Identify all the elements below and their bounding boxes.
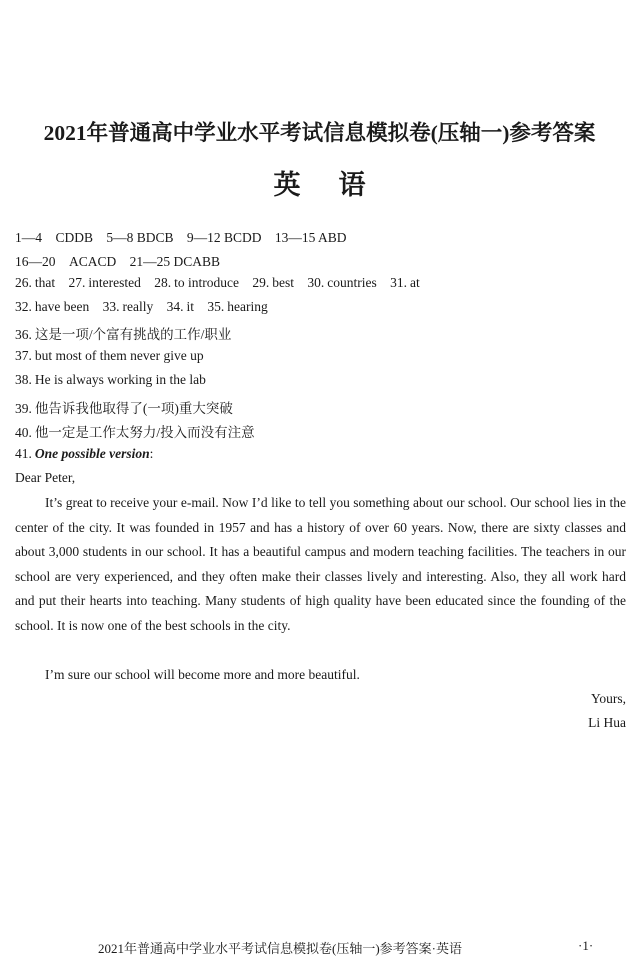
version-colon: : — [149, 446, 154, 461]
answer-item — [252, 275, 294, 290]
answer-row-2 — [15, 250, 220, 270]
question-number: 41. — [15, 446, 32, 461]
answer-text: 他一定是工作太努力/投入而没有注意 — [34, 425, 255, 440]
answer-item — [69, 275, 141, 290]
page-footer: 2021年普通高中学业水平考试信息模拟卷(压轴一)参考答案·英语 — [98, 941, 462, 956]
question-number: 29. — [252, 275, 270, 290]
answer-38 — [15, 372, 206, 388]
answer-group: 21—25 DCABB — [129, 254, 221, 269]
answer-item — [154, 275, 239, 290]
answer-group: 16—20 ACACD — [15, 254, 117, 269]
answer-group: 1—4 CDDB — [15, 230, 94, 245]
answer-text: it — [186, 299, 194, 314]
answer-item — [103, 299, 154, 314]
answer-39 — [15, 397, 233, 417]
letter-body-paragraph: It’s great to receive your e-mail. Now I’d like to tell you something about our school. Our school lies in the center of the city. It was founded in 1957 and has a history of over 60 years. Now, there are sixty classes and about 3,000 students in our school. It has a beautiful campus and modern teaching facilities. The teachers in our school are very experienced, and they often make their classes lively and interesting. Also, they all work hard and put their hearts into teaching. Many students of high quality have been educated since the founding of the school. It is now one of the best schools in the city. — [15, 495, 626, 633]
page-number: ·1· — [578, 938, 594, 953]
question-number: 37. — [15, 348, 32, 363]
answer-text: have been — [34, 299, 90, 314]
version-label: One possible version — [34, 446, 150, 461]
answer-group: 9—12 BCDD — [186, 230, 262, 245]
answer-item — [167, 299, 194, 314]
question-number: 26. — [15, 275, 32, 290]
question-number: 30. — [307, 275, 325, 290]
question-number: 38. — [15, 372, 32, 387]
letter-signature: Li Hua — [588, 715, 626, 730]
question-number: 31. — [390, 275, 407, 290]
question-number: 39. — [15, 401, 32, 416]
answer-group: 5—8 BDCB — [106, 230, 174, 245]
answer-40 — [15, 421, 255, 441]
answer-item — [15, 275, 55, 290]
answer-group: 13—15 ABD — [274, 230, 347, 245]
answer-text: hearing — [227, 299, 268, 314]
question-number: 34. — [166, 299, 184, 314]
answer-item — [15, 299, 89, 314]
question-number: 40. — [15, 425, 32, 440]
answer-text: countries — [327, 275, 377, 290]
question-number: 35. — [207, 299, 225, 314]
answer-text: interested — [88, 275, 141, 290]
document-title: 2021年普通高中学业水平考试信息模拟卷(压轴一)参考答案 — [43, 121, 596, 145]
answer-item — [307, 275, 376, 290]
answer-text: 他告诉我他取得了(一项)重大突破 — [34, 401, 233, 416]
answer-text: to introduce — [174, 275, 239, 290]
subject-heading: 英语 — [273, 170, 404, 200]
question-number: 28. — [154, 275, 172, 290]
letter-greeting: Dear Peter, — [15, 470, 76, 485]
answer-text: at — [409, 275, 420, 290]
letter-closing: Yours, — [590, 691, 626, 706]
answer-36 — [15, 323, 231, 343]
letter-closing-paragraph: I’m sure our school will become more and more beautiful. — [45, 667, 360, 682]
answer-text: really — [122, 299, 154, 314]
answer-37 — [15, 348, 204, 364]
answer-row-1 — [15, 226, 347, 246]
question-number: 33. — [102, 299, 120, 314]
answer-item — [207, 299, 267, 314]
answer-41 — [15, 446, 153, 462]
answer-row-4 — [15, 299, 268, 315]
answer-row-3 — [15, 275, 420, 291]
answer-item — [390, 275, 420, 290]
answer-text: that — [34, 275, 56, 290]
question-number: 36. — [15, 327, 32, 342]
answer-text: best — [272, 275, 294, 290]
answer-text: but most of them never give up — [34, 348, 204, 363]
question-number: 32. — [15, 299, 32, 314]
answer-text: He is always working in the lab — [34, 372, 206, 387]
answer-text: 这是一项/个富有挑战的工作/职业 — [34, 327, 232, 342]
question-number: 27. — [68, 275, 86, 290]
